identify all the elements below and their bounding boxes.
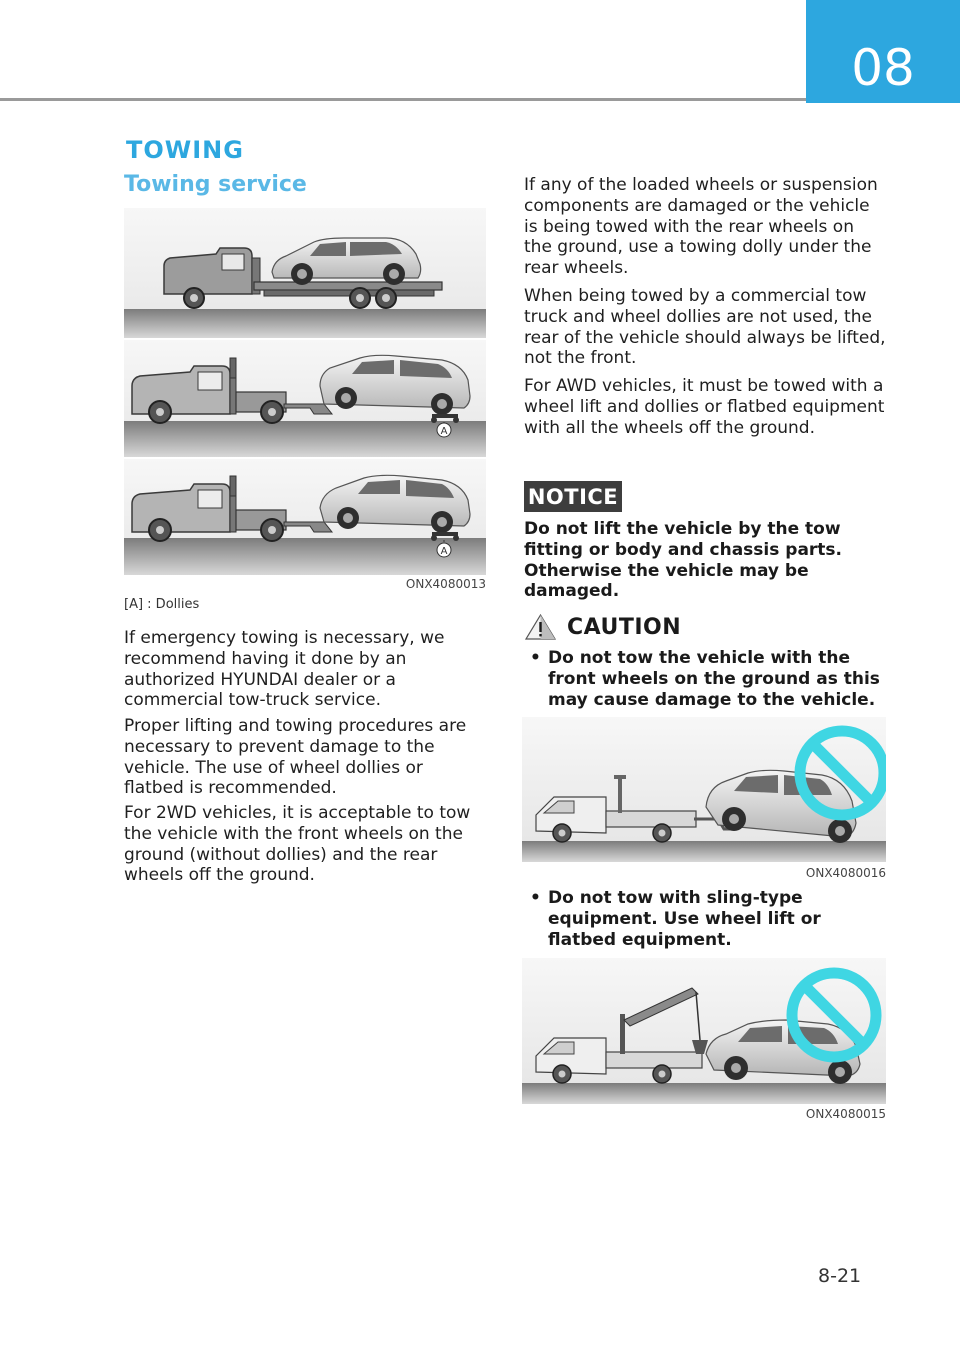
paragraph: For 2WD vehicles, it is acceptable to tow the vehicle with the front wheels on the ground (without dollies) and the rear wheels off the ground. bbox=[124, 803, 471, 886]
caution-bullet bbox=[524, 888, 886, 950]
bullet-dot: • bbox=[530, 888, 541, 908]
section-title: TOWING bbox=[126, 136, 244, 164]
page-number: 8-21 bbox=[818, 1265, 862, 1287]
paragraph: Proper lifting and towing procedures are necessary to prevent damage to the vehicle. The use of wheel dollies or flatbed is recommended. bbox=[124, 716, 467, 799]
paragraph: If any of the loaded wheels or suspension components are damaged or the vehicle is being towed with the rear wheels on the ground, use a towing dolly under the rear wheels. bbox=[524, 175, 878, 279]
paragraph: If emergency towing is necessary, we recommend having it done by an authorized HYUNDAI dealer or a commercial tow-truck service. bbox=[124, 628, 445, 711]
towing-methods-figure bbox=[124, 208, 486, 575]
caution-bullet-text: Do not tow the vehicle with the front wheels on the ground as this may cause damage to the vehicle. bbox=[548, 648, 880, 710]
flatbed-panel bbox=[124, 208, 486, 338]
caution-bullet-text: Do not tow with sling-type equipment. Use wheel lift or flatbed equipment. bbox=[548, 888, 821, 950]
wheel-lift-dolly-panel bbox=[124, 459, 486, 575]
notice-badge: NOTICE bbox=[524, 481, 622, 512]
notice-text: Do not lift the vehicle by the tow fitting or body and chassis parts. Otherwise the vehicle may be damaged. bbox=[524, 519, 843, 602]
header-rule bbox=[0, 98, 806, 101]
figure-caption: [A] : Dollies bbox=[124, 597, 200, 612]
caution-bullet bbox=[524, 648, 886, 710]
caution-heading bbox=[524, 612, 681, 642]
paragraph: For AWD vehicles, it must be towed with a wheel lift and dollies or flatbed equipment with all the wheels off the ground. bbox=[524, 376, 885, 438]
warning-triangle-icon bbox=[524, 613, 557, 641]
dolly-label-a: A bbox=[440, 426, 448, 437]
prohibited-front-wheels-figure bbox=[522, 717, 886, 862]
figure-code: ONX4080015 bbox=[805, 1107, 886, 1121]
prohibited-sling-figure bbox=[522, 958, 886, 1104]
caution-label: CAUTION bbox=[567, 614, 682, 640]
chapter-tab: 08 bbox=[806, 0, 960, 103]
figure-code: ONX4080016 bbox=[805, 866, 886, 880]
figure-code: ONX4080013 bbox=[405, 577, 486, 591]
bullet-dot: • bbox=[530, 648, 541, 668]
paragraph: When being towed by a commercial tow truck and wheel dollies are not used, the rear of the vehicle should always be lifted, not the front. bbox=[524, 286, 886, 369]
dolly-label-a: A bbox=[440, 546, 448, 557]
wheel-lift-panel bbox=[124, 340, 486, 457]
subsection-title: Towing service bbox=[124, 172, 307, 197]
